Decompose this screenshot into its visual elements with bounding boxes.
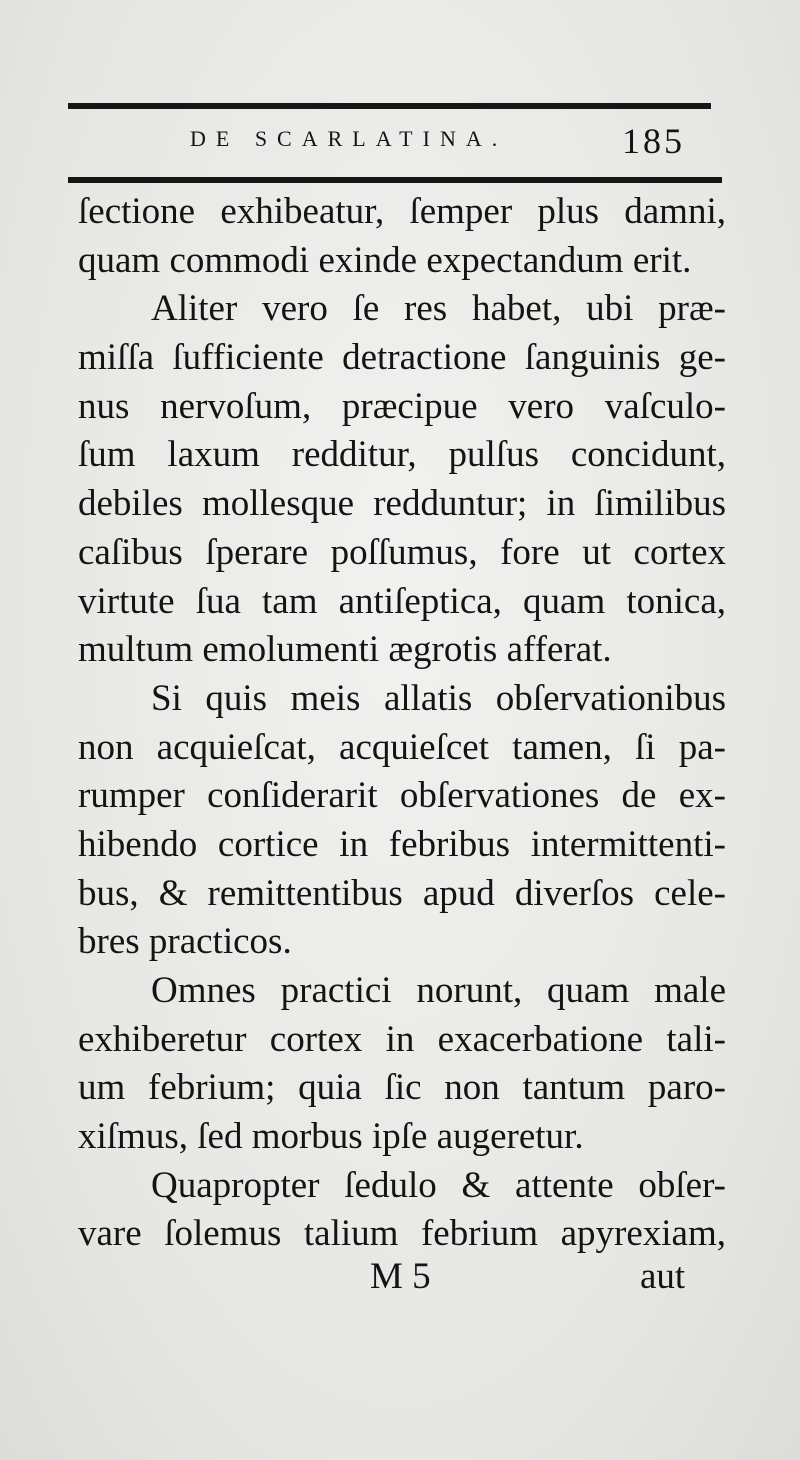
- running-title: DE SCARLATINA.: [190, 126, 508, 151]
- text-line: multum emolumenti ægrotis afferat.: [78, 629, 612, 671]
- catchword: aut: [640, 1256, 686, 1297]
- text-line: bus, & remittentibus apud diverſos cele-: [78, 872, 726, 914]
- text-line: Omnes practici norunt, quam male: [151, 970, 726, 1011]
- text-line: Si quis meis allatis obſervationibus: [151, 677, 726, 719]
- running-head: [0, 121, 800, 166]
- text-line: xiſmus, ſed morbus ipſe augeretur.: [78, 1116, 584, 1158]
- text-line: hibendo cortice in febribus intermittenti-: [78, 823, 726, 865]
- text-line: vare ſolemus talium febrium apyrexiam,: [78, 1213, 726, 1255]
- page-number: 185: [622, 121, 685, 161]
- body-text: [78, 188, 726, 1259]
- text-line: nus nervoſum, præcipue vero vaſculo-: [78, 385, 726, 427]
- text-line: exhiberetur cortex in exacerbatione tali-: [78, 1018, 726, 1060]
- text-line: miſſa ſufficiente detractione ſanguinis ge-: [78, 337, 726, 379]
- text-line: ſectione exhibeatur, ſemper plus damni,: [78, 191, 726, 232]
- signature-mark: M 5: [370, 1256, 431, 1297]
- text-line: Quapropter ſedulo & attente obſer-: [151, 1164, 726, 1206]
- text-line: quam commodi exinde expectandum erit.: [78, 239, 692, 281]
- text-line: debiles mollesque redduntur; in ſimilibus: [78, 483, 726, 525]
- text-line: rumper conſiderarit obſervationes de ex-: [78, 775, 726, 817]
- text-line: um febrium; quia ſic non tantum paro-: [78, 1067, 726, 1109]
- text-line: non acquieſcat, acquieſcet tamen, ſi pa-: [78, 726, 726, 768]
- text-line: bres practicos.: [78, 921, 292, 963]
- header-rule-top: [68, 103, 711, 109]
- page-footer: [0, 1255, 800, 1305]
- header-rule-bottom: [68, 177, 722, 183]
- text-line: Aliter vero ſe res habet, ubi præ-: [151, 288, 726, 330]
- text-line: virtute ſua tam antiſeptica, quam tonica,: [78, 580, 726, 622]
- text-line: ſum laxum redditur, pulſus concidunt,: [78, 434, 726, 476]
- text-line: caſibus ſperare poſſumus, fore ut cortex: [78, 531, 726, 573]
